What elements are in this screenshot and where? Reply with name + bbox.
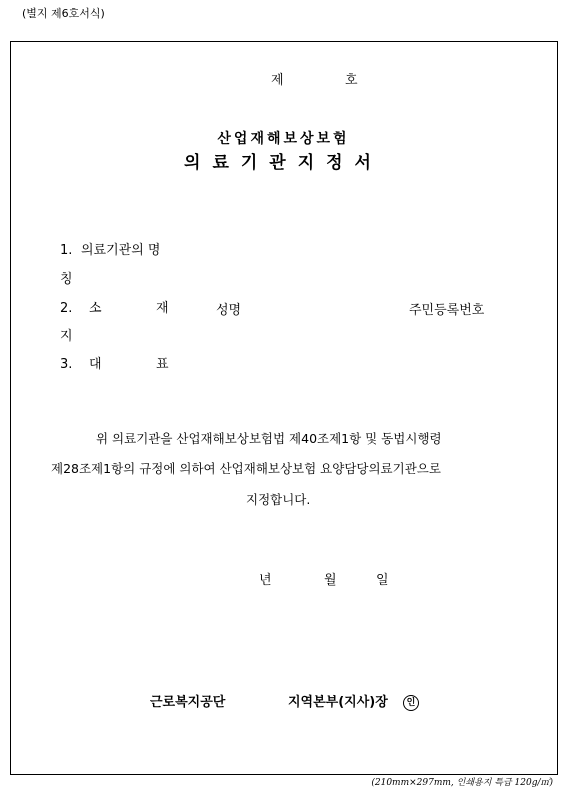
document-frame xyxy=(10,41,558,775)
title-designation: 의료기관지정서 xyxy=(184,153,383,173)
body-line-3: 지정합니다. xyxy=(246,492,311,507)
date-day: 일 xyxy=(376,573,389,588)
doc-number-suffix: 호 xyxy=(345,73,358,88)
field-2-id-label: 주민등록번호 xyxy=(409,303,485,318)
field-3-label-b: 표 xyxy=(156,357,169,372)
field-2-label-c: 지 xyxy=(60,329,73,344)
field-2-label-a: 소 xyxy=(89,301,102,316)
body-line-1: 위 의료기관을 산업재해보상보험법 제40조제1항 및 동법시행령 xyxy=(96,431,442,446)
field-1-label-wrap: 칭 xyxy=(60,272,73,287)
date-year: 년 xyxy=(259,573,272,588)
field-1-label: 의료기관의 명 xyxy=(81,243,161,258)
doc-number-prefix: 제 xyxy=(271,73,284,88)
field-2-number: 2. xyxy=(60,301,73,316)
field-3-label-a: 대 xyxy=(89,357,102,372)
date-month: 월 xyxy=(324,573,337,588)
field-1-number: 1. xyxy=(60,243,73,258)
seal-mark xyxy=(403,695,419,711)
paper-spec-footnote: (210mm×297mm, 인쇄용지 특급 120g/㎡) xyxy=(371,778,553,788)
signature-org: 근로복지공단 xyxy=(150,695,226,710)
field-3-number: 3. xyxy=(60,357,73,372)
field-2-name-label: 성명 xyxy=(216,303,242,318)
title-insurance: 산업재해보상보험 xyxy=(217,131,350,147)
form-label: (별지 제6호서식) xyxy=(22,7,105,20)
signature-office: 지역본부(지사)장 xyxy=(288,695,388,710)
field-2-label-b: 재 xyxy=(156,301,169,316)
body-line-2: 제28조제1항의 규정에 의하여 산업재해보상보험 요양담당의료기관으로 xyxy=(51,461,441,476)
seal-icon: 인 xyxy=(403,695,419,711)
